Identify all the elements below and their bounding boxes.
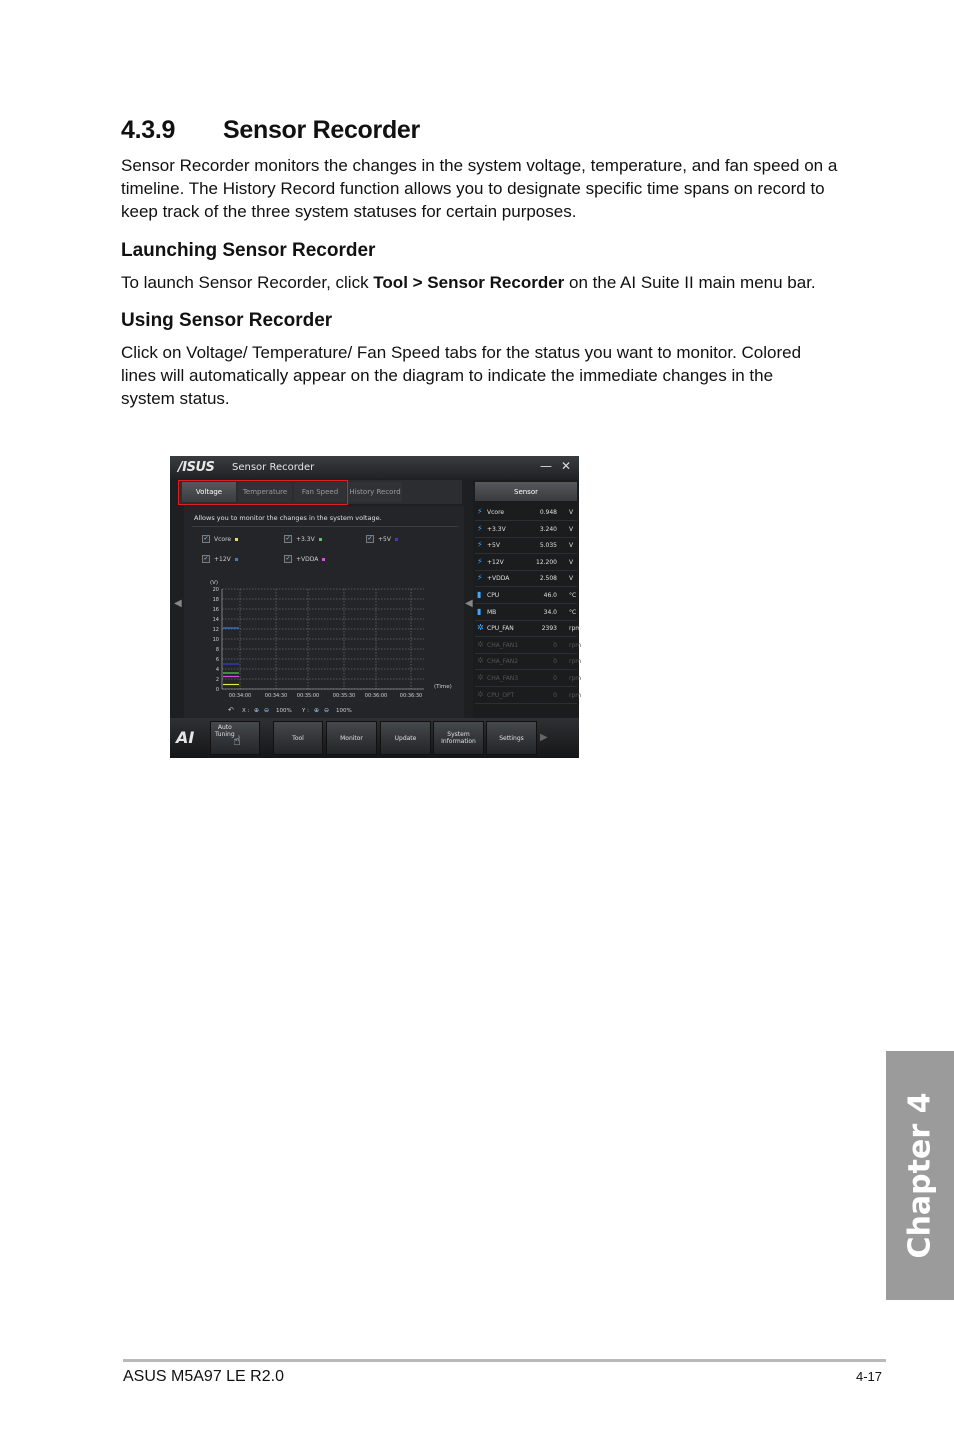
launching-paragraph [121,271,861,294]
sensor-value: 5.035 [539,542,557,550]
sensor-value: 0.948 [539,509,557,516]
chapter-tab-text: Chapter 4 [902,1092,938,1259]
chart-y-label: (V) [210,580,219,586]
sensor-name: CPU [487,592,500,599]
footer-page-number: 4-17 [856,1369,883,1384]
y-tick-label: 0 [215,687,219,693]
y-tick-label: 16 [212,607,219,613]
system-information-button[interactable] [433,721,484,755]
monitor-button[interactable] [326,721,377,755]
sensor-name: CHA_FAN1 [487,641,519,649]
sensor-unit: °C [569,608,577,616]
sensor-icon: ⚡ [477,573,483,583]
intro-paragraph: Sensor Recorder monitors the changes in the system voltage, temperature, and fan speed on a timeline. The History Record function allows you to designate specific time spans on record to keep track of the three system statuses for certain purposes. [121,156,838,221]
sensor-unit: V [569,542,574,550]
settings-button[interactable] [486,721,537,755]
menu-right-arrow-icon[interactable]: ▶ [540,732,548,743]
x-tick-label: 00:35:00 [296,693,320,699]
sensor-icon: ✲ [477,673,484,682]
launching-text-before: To launch Sensor Recorder, click [121,273,374,292]
sensor-row [475,587,577,604]
check-vcore[interactable] [202,535,238,543]
sensor-value: 2393 [541,625,557,633]
sensor-row [475,637,582,654]
sensor-icon: ✲ [477,689,484,699]
sensor-icon: ⚡ [477,507,483,516]
y-tick-label: 4 [215,667,219,673]
sensor-value: 0 [553,658,557,666]
sensor-icon: ⚡ [477,556,483,566]
sensor-value: 0 [553,675,557,682]
sensor-row [475,670,582,687]
y-tick-label: 14 [212,617,219,623]
sensor-icon: ▮ [477,590,482,599]
main-menu-bar [170,718,579,758]
sensor-row [475,521,577,538]
sensor-icon: ⚡ [477,523,483,533]
tab-history-record[interactable]: History Record [348,482,402,502]
sensor-icon: ✲ [477,639,484,649]
sensor-value: 46.0 [543,592,557,599]
check-5v-label: +5V [378,535,391,543]
sensor-name: +12V [487,558,504,566]
window-titlebar [170,456,579,479]
check-12v-label: +12V [214,555,231,563]
sensor-unit: V [569,525,574,533]
check-vdda[interactable] [284,555,325,563]
monitor-label: Monitor [340,734,363,742]
check-12v[interactable] [202,555,238,563]
vcore-color-swatch [235,538,238,541]
section-number: 4.3.9 [121,116,176,144]
section-title: Sensor Recorder [223,116,420,144]
sensor-row [475,653,582,670]
x-tick-label: 00:36:30 [399,693,423,699]
y-tick-label: 12 [212,627,219,633]
tool-button[interactable] [273,721,323,755]
sensor-unit: rpm [569,641,582,649]
check-5v[interactable] [366,535,398,543]
settings-label: Settings [499,734,524,742]
sensor-name: CPU_FAN [487,625,514,633]
panel-description: Allows you to monitor the changes in the system voltage. [194,514,382,522]
close-button[interactable]: ✕ [561,459,572,473]
update-button[interactable] [380,721,431,755]
footer-rule [123,1359,886,1362]
sensor-row [475,687,582,704]
y-tick-label: 10 [212,637,219,643]
divider [192,526,458,527]
auto-tuning-label: Auto Tuning [215,724,235,738]
footer-product: ASUS M5A97 LE R2.0 [123,1368,284,1385]
sensor-icon: ✲ [477,656,484,666]
checkbox-icon[interactable]: ✓ [203,555,209,562]
minimize-button[interactable]: — [540,459,552,473]
y-tick-label: 6 [215,657,219,663]
sensor-name: MB [487,608,497,616]
sensor-icon: ✲ [477,623,484,633]
sensor-name: +VDDA [487,575,510,583]
using-heading: Using Sensor Recorder [121,310,333,331]
system-information-label: System Information [441,731,476,745]
window-title: Sensor Recorder [232,462,315,473]
zoom-y-value: 100% [336,708,352,714]
sensor-row [475,504,577,521]
chapter-tab-label [886,1051,954,1300]
zoom-in-icon: ⊕ [254,707,260,714]
sensor-row [475,620,582,637]
tab-temperature[interactable]: Temperature [238,482,292,502]
sensor-unit: rpm [569,625,582,633]
sensor-value: 0 [553,641,557,649]
sensor-header: Sensor [475,482,577,501]
y-tick-label: 18 [212,597,219,603]
check-3v3[interactable] [284,535,322,543]
tool-label: Tool [292,734,304,742]
tab-highlight-frame [178,480,348,505]
sensor-value: 34.0 [543,608,557,616]
tab-voltage[interactable]: Voltage [182,482,236,502]
voltage-chart [184,572,464,718]
zoom-y-label: Y : [302,708,309,714]
sensor-recorder-window [170,456,582,758]
check-vdda-label: +VDDA [296,555,319,563]
collapse-arrow-icon[interactable]: ◀ [465,598,473,609]
chart-x-label: (Time) [434,684,452,690]
left-arrow-icon[interactable]: ◀ [174,598,182,609]
checkbox-icon[interactable]: ✓ [285,555,291,562]
sensor-unit: rpm [569,691,582,699]
voltage-panel [184,506,464,718]
zoom-x-value: 100% [276,708,292,714]
asus-logo: /ISUS [178,460,215,475]
vdda-color-swatch [322,558,325,561]
sensor-unit: V [569,575,574,583]
12v-color-swatch [235,558,238,561]
x-tick-label: 00:36:00 [364,693,388,699]
zoom-out-icon: ⊖ [264,707,270,714]
sensor-row [475,537,577,554]
auto-tuning-button[interactable] [210,721,260,755]
sensor-row [475,604,577,621]
sensor-panel [473,480,582,718]
checkbox-icon[interactable]: ✓ [285,535,291,542]
check-vcore-label: Vcore [214,535,232,543]
checkbox-icon[interactable]: ✓ [367,535,373,542]
undo-icon: ↶ [228,706,234,714]
y-tick-label: 2 [215,677,219,683]
x-tick-label: 00:35:30 [332,693,356,699]
ai-suite-logo: AI [176,728,195,747]
sensor-value: 12.200 [536,558,557,566]
sensor-value: 3.240 [539,525,557,533]
sensor-name: +5V [487,542,500,550]
sensor-unit: V [569,509,574,516]
x-tick-label: 00:34:30 [264,693,288,699]
3v3-color-swatch [319,538,322,541]
sensor-unit: rpm [569,658,582,666]
sensor-value: 0 [553,691,557,699]
sensor-row [475,554,577,571]
sensor-unit: rpm [569,675,582,682]
launching-menu-path: Tool > Sensor Recorder [373,273,565,292]
sensor-name: CHA_FAN2 [487,658,519,666]
sensor-value: 2.508 [539,575,557,583]
launching-heading: Launching Sensor Recorder [121,240,376,261]
sensor-name: Vcore [487,509,505,516]
sensor-name: CHA_FAN3 [487,675,519,682]
check-3v3-label: +3.3V [296,535,315,543]
sensor-row [475,570,577,587]
launching-text-after: on the AI Suite II main menu bar. [564,273,816,292]
checkbox-icon[interactable]: ✓ [203,535,209,542]
x-tick-label: 00:34:00 [228,693,252,699]
zoom-out-icon: ⊖ [324,707,330,714]
y-tick-label: 20 [212,587,219,593]
hand-pointer-icon: ☝ [233,734,241,749]
zoom-x-label: X : [242,708,250,714]
sensor-unit: V [569,558,574,566]
update-label: Update [394,734,417,742]
sensor-name: +3.3V [487,525,506,533]
tab-fan-speed[interactable]: Fan Speed [294,482,346,502]
sensor-icon: ⚡ [477,540,483,550]
zoom-in-icon: ⊕ [314,707,320,714]
5v-color-swatch [395,538,398,541]
section-heading [121,116,420,145]
y-tick-label: 8 [215,647,219,653]
sensor-unit: °C [569,592,577,599]
sensor-name: CPU_OPT [487,691,515,699]
using-paragraph: Click on Voltage/ Temperature/ Fan Speed tabs for the status you want to monitor. Colored lines will automatically appear on the diagram to indicate the immediate changes in the system status. [121,343,802,408]
sensor-icon: ▮ [477,606,482,616]
